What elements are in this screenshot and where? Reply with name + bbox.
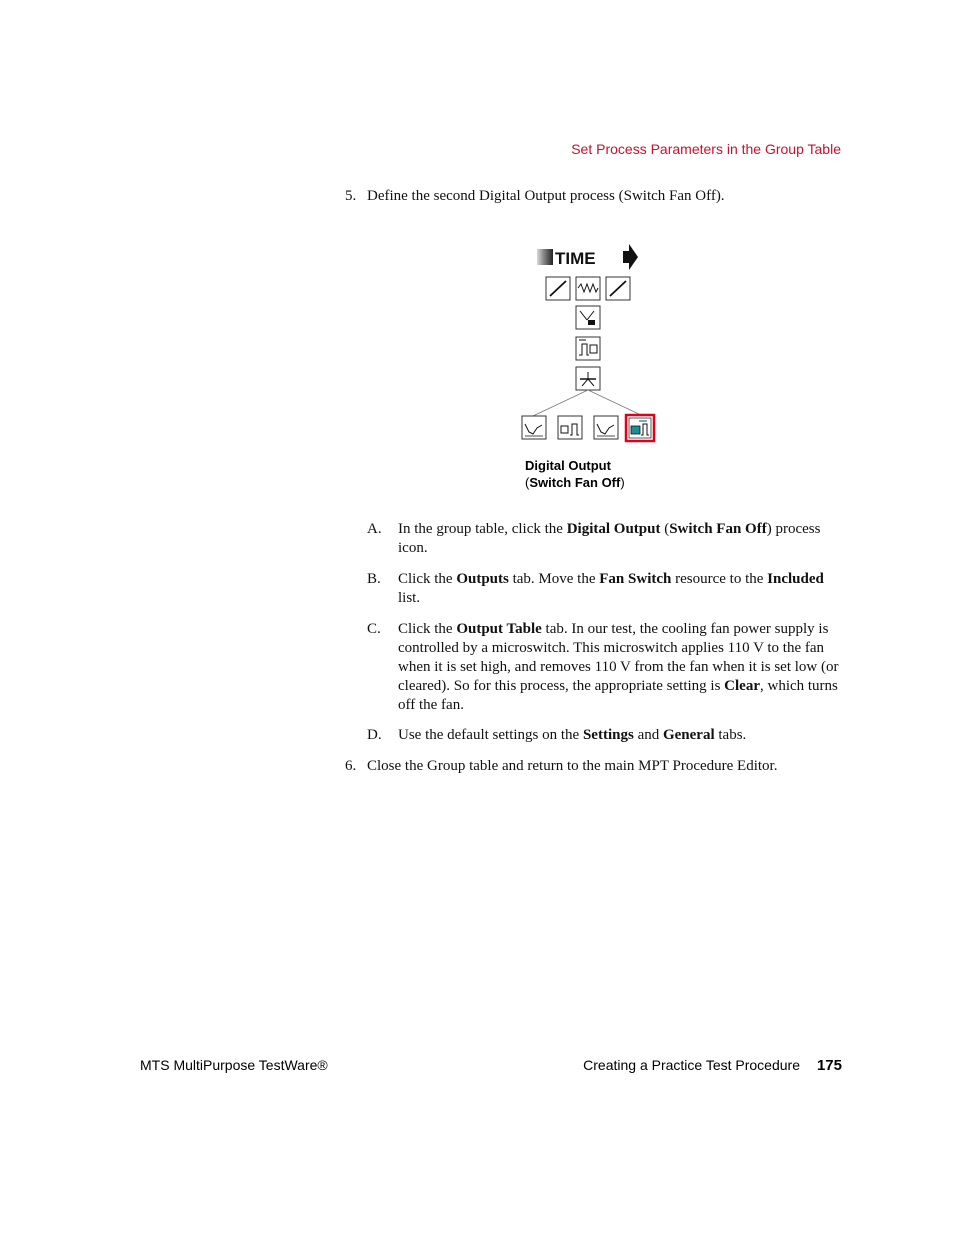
- step-number: 5.: [345, 188, 357, 204]
- substep-label: B.: [367, 571, 381, 587]
- substep-b: [367, 570, 845, 610]
- substep-label: A.: [367, 521, 382, 537]
- footer-chapter-title: Creating a Practice Test Procedure: [583, 1057, 800, 1073]
- caption-paren-open: (: [525, 475, 530, 490]
- step-5: [345, 187, 845, 207]
- step-text: Define the second Digital Output process (Switch Fan Off).: [367, 188, 725, 204]
- step-text: Close the Group table and return to the main MPT Procedure Editor.: [367, 758, 778, 774]
- digital-input-icon: [558, 416, 582, 439]
- substep-text: Click the Outputs tab. Move the Fan Switch resource to the Included list.: [398, 571, 824, 606]
- ramp-icon: [546, 277, 570, 300]
- substep-a: [367, 520, 845, 560]
- substep-label: D.: [367, 727, 382, 743]
- data-acquisition-icon: [594, 416, 618, 439]
- figure-caption: [525, 457, 625, 491]
- connector-line: [533, 390, 588, 416]
- branch-icon: [576, 306, 600, 329]
- group-icon: [576, 367, 600, 390]
- data-acquisition-icon: [522, 416, 546, 439]
- digital-input-icon: [576, 337, 600, 360]
- substep-d: [367, 726, 845, 746]
- process-group-diagram: [515, 238, 665, 448]
- time-label: TIME: [555, 249, 596, 268]
- connector-line: [588, 390, 643, 416]
- running-header: Set Process Parameters in the Group Table: [571, 141, 841, 157]
- caption-bold: Switch Fan Off: [529, 475, 621, 490]
- substep-text: Click the Output Table tab. In our test, the cooling fan power supply is controlled by a microswitch. This microswitch applies 110 V to the fan when it is set high, and removes 110 V from the fan when it is set low (or cleared). So for this process, the appropriate setting is Clear, which turns off the fan.: [398, 621, 839, 713]
- caption-line-1: Digital Output: [525, 458, 611, 473]
- substep-text: In the group table, click the Digital Output (Switch Fan Off) process icon.: [398, 521, 821, 556]
- step-6: [345, 757, 845, 777]
- ramp-icon: [606, 277, 630, 300]
- step-number: 6.: [345, 758, 357, 774]
- caption-line-2: [525, 474, 625, 491]
- time-banner-icon: [537, 244, 638, 270]
- substep-text: Use the default settings on the Settings and General tabs.: [398, 727, 747, 743]
- digital-output-icon: [626, 415, 654, 441]
- caption-paren-close: ): [620, 475, 625, 490]
- footer-product-name: MTS MultiPurpose TestWare®: [140, 1057, 328, 1073]
- diagram-svg: [515, 238, 665, 448]
- cycle-icon: [576, 277, 600, 300]
- substep-c: [367, 620, 845, 716]
- substep-label: C.: [367, 621, 381, 637]
- page-number: 175: [816, 1057, 842, 1074]
